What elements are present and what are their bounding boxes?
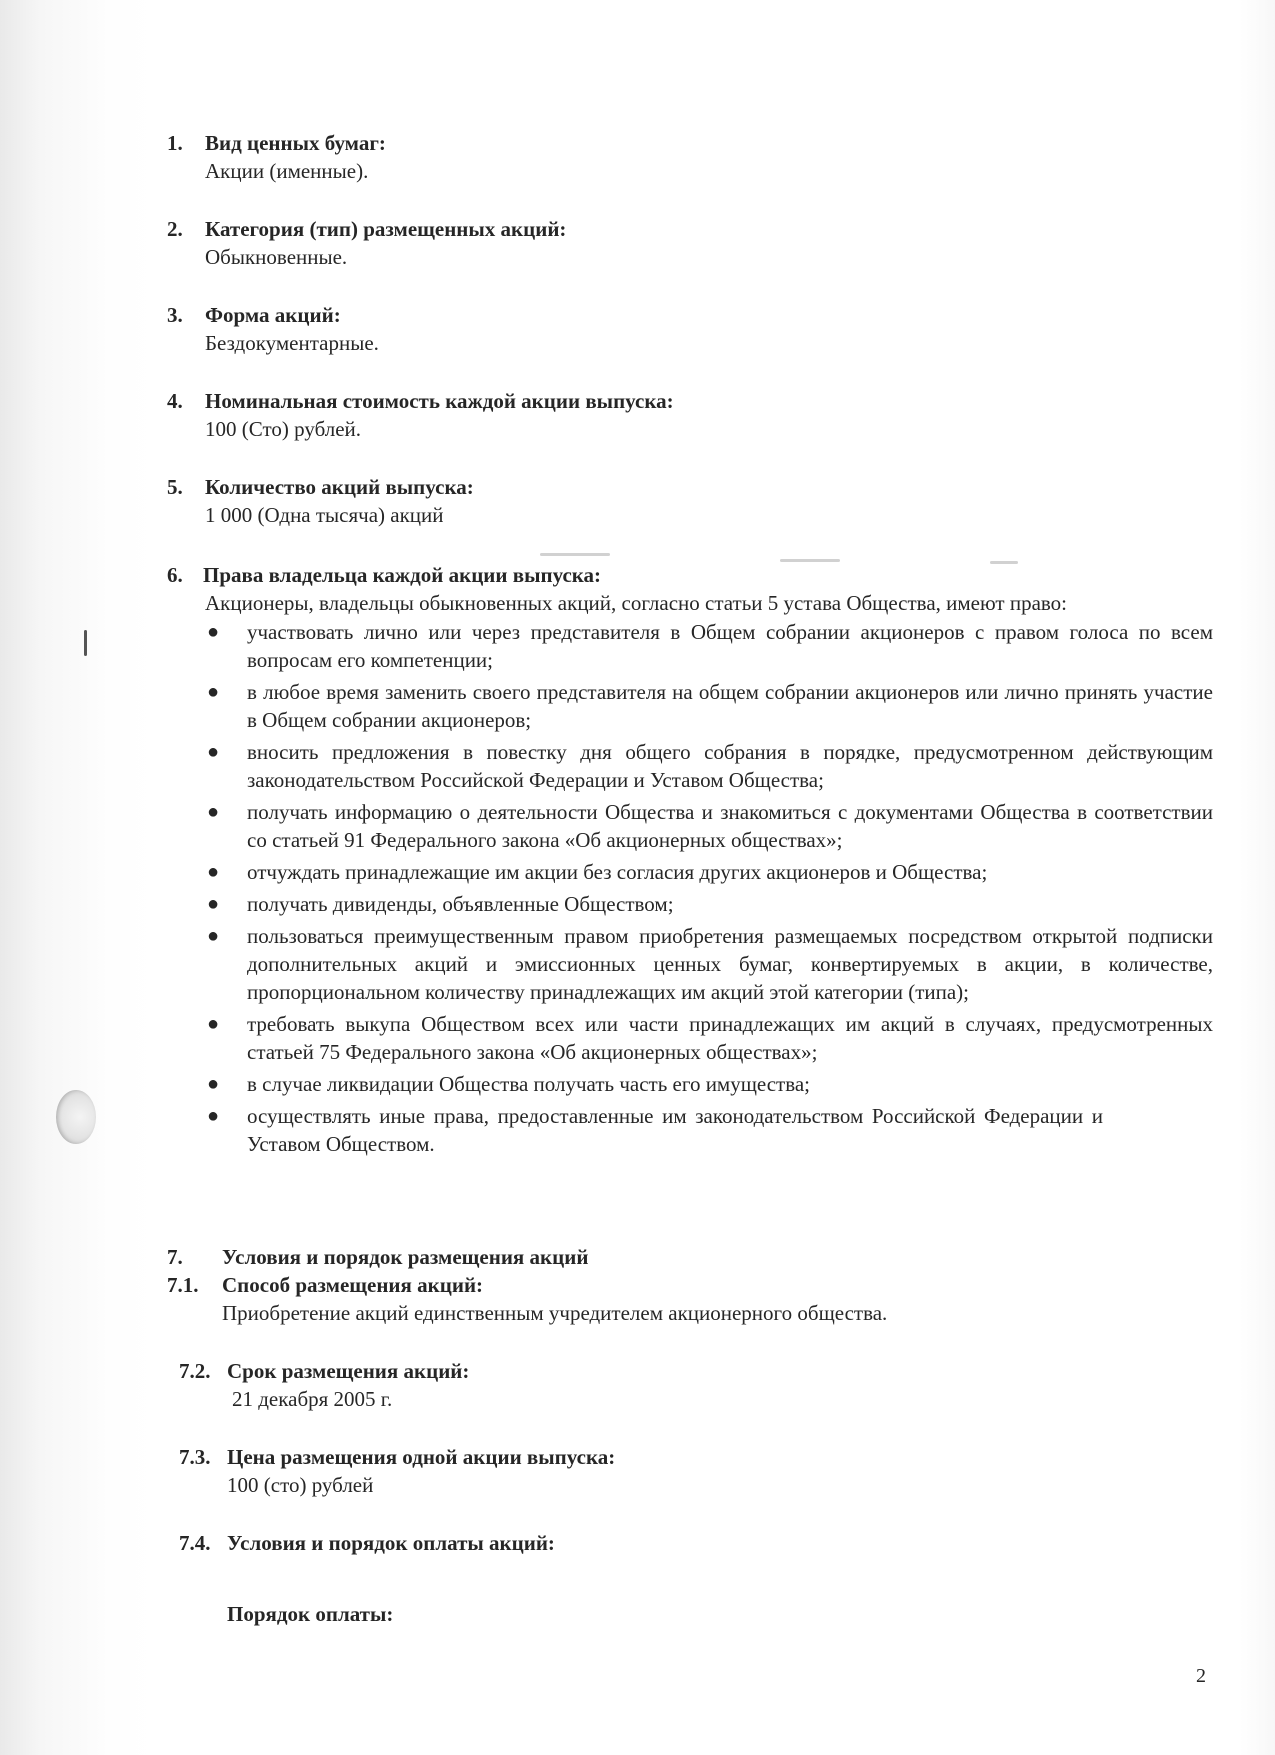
rights-intro: Акционеры, владельцы обыкновенных акций, согласно статьи 5 устава Общества, имеют право: [205, 591, 1067, 615]
section-heading: Права владельца каждой акции выпуска: [203, 563, 602, 587]
section-number: 3. [167, 303, 183, 327]
list-item: ● в случае ликвидации Общества получать часть его имущества; [207, 1072, 811, 1096]
section-6 [167, 561, 601, 589]
section-4 [167, 387, 674, 443]
section-number: 4. [167, 389, 183, 413]
section-number: 1. [167, 131, 183, 155]
subsection-value: Приобретение акций единственным учредителем акционерного общества. [222, 1301, 888, 1325]
subsection-number: 7.2. [179, 1359, 211, 1383]
subsection-value: 21 декабря 2005 г. [232, 1387, 393, 1411]
bullet-icon: ● [207, 801, 220, 823]
section-value: Акции (именные). [205, 159, 369, 183]
subsection-number: 7.3. [179, 1445, 211, 1469]
section-3 [167, 301, 379, 357]
subsection-7-3 [179, 1443, 615, 1499]
bullet-icon: ● [207, 1073, 220, 1095]
scan-smudge [540, 553, 610, 556]
subsection-7-1 [167, 1271, 887, 1327]
section-1 [167, 129, 386, 185]
section-number: 5. [167, 475, 183, 499]
section-value: 1 000 (Одна тысяча) акций [205, 503, 444, 527]
bullet-icon: ● [207, 621, 220, 643]
section-heading: Вид ценных бумаг: [205, 131, 386, 155]
scan-smudge [780, 559, 840, 562]
payment-heading: Порядок оплаты: [227, 1602, 394, 1626]
bullet-icon: ● [207, 681, 220, 703]
list-item: ● пользоваться преимущественным правом приобретения размещаемых посредством открытой подписки дополнительных акций и эмиссионных ценных бумаг, конвертируемых в акции, в количестве, пропорциональном количеству принадлежащих им акций этой категории (типа); [207, 924, 1213, 1004]
list-item: ● получать информацию о деятельности Общества и знакомиться с документами Общества в соответствии со статьей 91 Федерального закона «Об акционерных обществах»; [207, 800, 1213, 852]
list-item: ● участвовать лично или через представителя в Общем собрании акционеров с правом голоса по всем вопросам его компетенции; [207, 620, 1213, 672]
punch-hole [56, 1090, 96, 1144]
rights-list [205, 618, 1213, 1158]
section-2 [167, 215, 566, 271]
subsection-7-2 [179, 1357, 469, 1413]
list-item: ● отчуждать принадлежащие им акции без согласия других акционеров и Общества; [207, 860, 988, 884]
section-5 [167, 473, 474, 529]
section-heading: Количество акций выпуска: [205, 475, 474, 499]
bullet-icon: ● [207, 893, 220, 915]
page-number: 2 [1196, 1665, 1206, 1687]
bullet-icon: ● [207, 741, 220, 763]
list-item: ● в любое время заменить своего представителя на общем собрании акционеров или лично принять участие в Общем собрании акционеров; [207, 680, 1213, 732]
bullet-icon: ● [207, 1105, 220, 1127]
subsection-heading: Срок размещения акций: [227, 1359, 470, 1383]
rights-block [205, 589, 1213, 1162]
section-value: Бездокументарные. [205, 331, 379, 355]
section-number: 7. [167, 1245, 183, 1269]
scan-smudge [990, 561, 1018, 564]
section-heading: Форма акций: [205, 303, 341, 327]
subsection-heading: Способ размещения акций: [222, 1273, 484, 1297]
list-item: ● осуществлять иные права, предоставленные им законодательством Российской Федерации и Уставом Обществом. [207, 1104, 1103, 1156]
subsection-value: 100 (сто) рублей [227, 1473, 374, 1497]
bullet-icon: ● [207, 861, 220, 883]
section-7 [167, 1243, 588, 1271]
bullet-icon: ● [207, 925, 220, 947]
subsection-heading: Условия и порядок оплаты акций: [227, 1531, 555, 1555]
list-item: ● вносить предложения в повестку дня общего собрания в порядке, предусмотренном действующим законодательством Российской Федерации и Уставом Общества; [207, 740, 1213, 792]
section-heading: Номинальная стоимость каждой акции выпуска: [205, 389, 674, 413]
section-heading: Условия и порядок размещения акций [222, 1245, 589, 1269]
subsection-number: 7.1. [167, 1273, 199, 1297]
section-number: 2. [167, 217, 183, 241]
bullet-icon: ● [207, 1013, 220, 1035]
section-heading: Категория (тип) размещенных акций: [205, 217, 567, 241]
subsection-heading: Цена размещения одной акции выпуска: [227, 1445, 616, 1469]
section-value: Обыкновенные. [205, 245, 348, 269]
list-item: ● требовать выкупа Обществом всех или части принадлежащих им акций в случаях, предусмотренных статьей 75 Федерального закона «Об акционерных обществах»; [207, 1012, 1213, 1064]
scan-mark [84, 630, 87, 656]
list-item: ● получать дивиденды, объявленные Обществом; [207, 892, 674, 916]
subsection-7-4 [179, 1529, 555, 1557]
subsection-number: 7.4. [179, 1531, 211, 1555]
section-value: 100 (Сто) рублей. [205, 417, 362, 441]
section-number: 6. [167, 563, 183, 587]
